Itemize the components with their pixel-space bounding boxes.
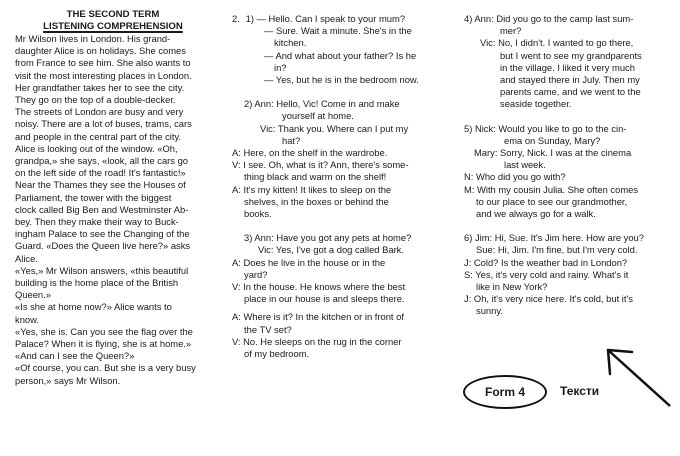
- story-line: Mr Wilson lives in London. His grand-: [15, 33, 171, 44]
- dialogue-line: V: No. He sleeps on the rug in the corner: [232, 335, 402, 347]
- term-title: THE SECOND TERM: [66, 9, 160, 20]
- story-line: ingham Palace to see the Changing of the: [15, 228, 190, 240]
- dialogue-line: A: Here, on the shelf in the wardrobe.: [232, 147, 388, 159]
- dialogue-line: Vic: No, I didn't. I wanted to go there,: [480, 37, 634, 49]
- story-line: visit the most interesting places in London.: [15, 69, 192, 81]
- dialogue-line: Mary: Sorry, Nick. I was at the cinema: [474, 147, 632, 159]
- story-line: Alice is looking out of the window. «Oh,: [15, 142, 178, 154]
- dialogue-5: [464, 123, 676, 221]
- story-text: [15, 33, 196, 386]
- story-line: The streets of London are busy and very: [15, 106, 184, 118]
- story-line: on the left side of the road! It's fantastic!»: [15, 167, 186, 179]
- texts-label: Тексти: [560, 384, 600, 398]
- column-story: [4, 0, 222, 387]
- story-line: know.: [15, 313, 39, 325]
- story-line: grandpa,» she says, «look, all the cars go: [15, 155, 189, 167]
- dialogue-line: like in New York?: [476, 281, 548, 293]
- dialogue-line: in the village. I liked it very much: [500, 61, 635, 73]
- dialogue-line: — Yes, but he is in the bedroom now.: [264, 74, 419, 86]
- dialogue-line: shelves, in the boxes or behind the: [244, 195, 389, 207]
- form-label: Form 4: [484, 385, 525, 399]
- story-line: noisy. There are a lot of buses, trams, cars: [15, 118, 192, 130]
- dialogue-line: mer?: [500, 25, 522, 37]
- story-line: and people in the central part of the city.: [15, 130, 182, 142]
- dialogue-line: and we always go for a walk.: [476, 208, 596, 220]
- dialogue-line: seaside together.: [500, 98, 572, 110]
- dialogue-line: N: Who did you go with?: [464, 171, 566, 183]
- exercise-number: [4, 33, 15, 45]
- dialogue-line: J: Oh, it's very nice here. It's cold, but it's: [464, 293, 633, 305]
- story-line: from France to see him. She also wants to: [15, 57, 191, 69]
- dialogue-line: parents came, and we went to the: [500, 86, 641, 98]
- dialogue-line: place in our house is and sleeps there.: [244, 293, 405, 305]
- story-paragraph: [4, 33, 222, 387]
- dialogue-line: M: With my cousin Julia. She often comes: [464, 183, 639, 195]
- column-dialogues-1: [232, 13, 457, 360]
- form-label-oval: [463, 375, 547, 409]
- story-line: Queen.»: [15, 289, 51, 301]
- story-line: «And can I see the Queen?»: [15, 350, 135, 362]
- story-line: person,» says Mr Wilson.: [15, 374, 121, 386]
- dialogue-line: V: In the house. He knows where the best: [232, 281, 406, 293]
- dialogue-line: S: Yes, it's very cold and rainy. What's it: [464, 268, 629, 280]
- story-line: Parliament, the tower with the biggest: [15, 191, 172, 203]
- dialogue-line: 5) Nick: Would you like to go to the cin-: [464, 122, 627, 134]
- dialogue-line: Sue: Hi, Jim. I'm fine, but I'm very cold.: [476, 244, 638, 256]
- story-line: Alice.: [15, 252, 38, 264]
- dialogue-line: ema on Sunday, Mary?: [504, 134, 601, 146]
- dialogue-line: A: Does he live in the house or in the: [232, 256, 386, 268]
- dialogue-6: [464, 232, 676, 317]
- dialogue-line: 3) Ann: Have you got any pets at home?: [244, 232, 412, 244]
- exercise-number: 2.: [232, 13, 240, 24]
- dialogue-line: 6) Jim: Hi, Sue. It's Jim here. How are you?: [464, 232, 644, 244]
- dialogue-line: yard?: [244, 268, 268, 280]
- story-line: «Yes,» Mr Wilson answers, «this beautiful: [15, 264, 189, 276]
- dialogue-line: and stayed there in July. Then my: [500, 74, 640, 86]
- story-line: Guard. «Does the Queen live here?» asks: [15, 240, 191, 252]
- dialogue-line: hat?: [282, 134, 301, 146]
- section-title: LISTENING COMPREHENSION: [43, 21, 183, 32]
- story-line: clock called Big Ben and Westminster Ab-: [15, 203, 189, 215]
- dialogue-line: sunny.: [476, 305, 503, 317]
- dialogue-line: A: Where is it? In the kitchen or in front of: [232, 311, 404, 323]
- dialogue-line: the TV set?: [244, 323, 292, 335]
- dialogue-3: [232, 232, 457, 360]
- story-line: building is the home place of the British: [15, 277, 179, 289]
- story-line: «Is she at home now?» Alice wants to: [15, 301, 172, 313]
- dialogue-line: A: It's my kitten! It likes to sleep on the: [232, 183, 392, 195]
- dialogue-line: 1) — Hello. Can I speak to your mum?: [245, 13, 406, 24]
- dialogue-line: Vic: Thank you. Where can I put my: [260, 122, 409, 134]
- dialogue-line: V: I see. Oh, what is it? Ann, there's some-: [232, 159, 409, 171]
- arrow-icon: [590, 340, 676, 412]
- dialogue-line: of my bedroom.: [244, 348, 310, 360]
- dialogue-2: [232, 98, 457, 220]
- dialogue-line: last week.: [504, 159, 546, 171]
- dialogue-line: 4) Ann: Did you go to the camp last sum-: [464, 13, 634, 24]
- dialogue-line: J: Cold? Is the weather bad in London?: [464, 256, 628, 268]
- story-line: «Yes, she is. Can you see the flag over the: [15, 325, 193, 337]
- dialogue-line: books.: [244, 208, 272, 220]
- dialogue-line: — And what about your father? Is he: [264, 49, 417, 61]
- story-line: Palace? When it is flying, she is at home.»: [15, 338, 192, 350]
- story-line: Her grandfather takes her to see the city.: [15, 81, 185, 93]
- dialogue-line: thing black and warm on the shelf!: [244, 171, 387, 183]
- story-line: «Of course, you can. But she is a very busy: [15, 362, 196, 374]
- story-line: They go on the top of a double-decker.: [15, 94, 176, 106]
- dialogue-line: to our place to see our grandmother,: [476, 195, 628, 207]
- dialogue-line: Vic: Yes, I've got a dog called Bark.: [258, 244, 404, 256]
- dialogue-line: yourself at home.: [282, 110, 354, 122]
- story-line: bey. Then they make their way to Buck-: [15, 216, 179, 228]
- dialogue-line: kitchen.: [274, 37, 307, 49]
- column-dialogues-2: [464, 13, 676, 318]
- story-line: Near the Thames they see the Houses of: [15, 179, 186, 191]
- dialogue-line: in?: [274, 61, 287, 73]
- story-line: daughter Alice is on holidays. She comes: [15, 45, 186, 57]
- dialogue-4: [464, 13, 676, 111]
- dialogue-line: — Sure. Wait a minute. She's in the: [264, 25, 412, 37]
- dialogue-1: [232, 13, 457, 86]
- dialogue-line: 2) Ann: Hello, Vic! Come in and make: [244, 98, 400, 110]
- dialogue-line: but I went to see my grandparents: [500, 49, 642, 61]
